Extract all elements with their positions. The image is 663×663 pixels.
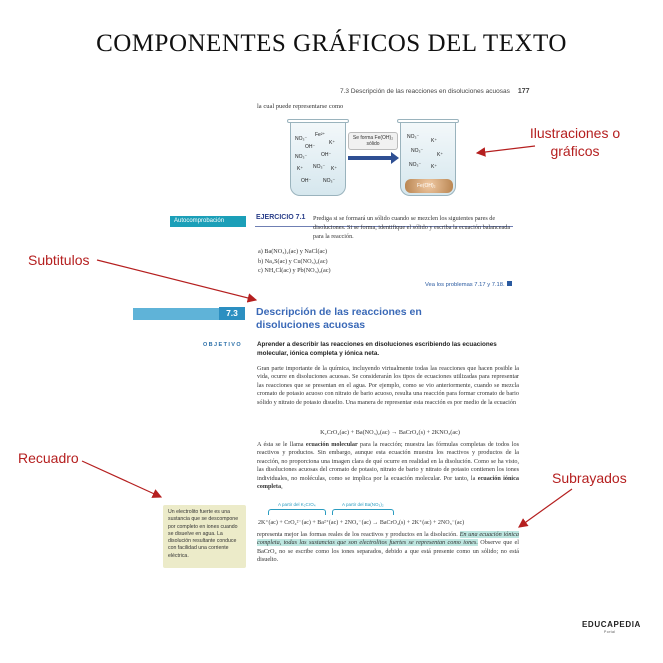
ion-label: NO₃⁻ xyxy=(409,162,422,168)
ion-label: NO₃⁻ xyxy=(295,136,308,142)
arrow-right-icon xyxy=(348,156,392,160)
ion-label: K⁺ xyxy=(431,164,437,170)
annotation-recuadro: Recuadro xyxy=(18,450,79,466)
beakers-illustration xyxy=(288,118,458,200)
text-run: A ésta se le llama xyxy=(257,441,306,448)
autocomprobacion-badge: Autocomprobación xyxy=(170,216,246,227)
ion-label: NO₃⁻ xyxy=(295,154,308,160)
educapedia-logo: EDUCAPEDIA xyxy=(582,620,641,629)
molecular-equation: K₂CrO₄(ac) + Ba(NO₃)₂(ac) → BaCrO₄(s) + 2KNO₃(ac) xyxy=(320,429,460,436)
highlighted-text: En una ecuación iónica completa, todas las sustancias que son electrolitos fuertes se representan como iones. xyxy=(257,531,519,547)
text-run: Observe que el BaCrO₄ no se escribe como los iones separados, debido a que está presente como un sólido; no está disuelto. xyxy=(257,539,519,564)
brace-label: A partir del K₂CrO₄ xyxy=(278,502,316,507)
ion-label: Fe²⁺ xyxy=(315,132,326,138)
see-problems-text: Vea los problemas 7.17 y 7.18. xyxy=(425,282,505,288)
section-subtitle: Descripción de las reacciones en disoluciones acuosas xyxy=(256,306,422,331)
page-title: COMPONENTES GRÁFICOS DEL TEXTO xyxy=(96,30,567,57)
ion-label: OH⁻ xyxy=(321,152,332,158)
body-paragraph-1: Gran parte importante de la química, incluyendo virtualmente todas las reacciones que hacen posible la vida, ocurre en disoluciones acuosas. Se considerarán los tipos de ecuaciones utilizadas para representar las reacciones que se presentan en el agua. Por ejemplo, como se vio anteriormente, cuando se mezcla cromato de potasio acuoso con nitrato de bario acuoso, resulta una reacción para formar cromato de bario sólido y nitrato de potasio disuelto. Una manera de representar esta reacción es por medio de la ecuación xyxy=(257,365,519,406)
exercise-item: c) NH₄Cl(ac) y Pb(NO₃)₂(ac) xyxy=(258,267,331,274)
reaction-arrow xyxy=(348,132,398,160)
arrow-to-highlight xyxy=(519,489,572,527)
margin-box: Un electrolito fuerte es una sustancia que se descompone por completo en iones cuando se disuelve en agua. La disolución resultante conduce con facilidad una corriente eléctrica. xyxy=(163,505,246,568)
book-header-text: 7.3 Descripción de las reacciones en disoluciones acuosas xyxy=(340,88,510,95)
bold-term: ecuación iónica completa xyxy=(257,474,519,491)
ion-label: OH⁻ xyxy=(301,178,312,184)
brace-left xyxy=(268,509,326,515)
annotation-subrayados: Subrayados xyxy=(552,470,627,486)
ion-label: NO₃⁻ xyxy=(411,148,424,154)
intro-text: la cual puede representarse como xyxy=(257,103,344,110)
text-run: , xyxy=(281,483,283,491)
ion-label: OH⁻ xyxy=(305,144,316,150)
brace-label: A partir del Ba(NO₃)₂ xyxy=(342,502,384,507)
exercise-text: Prediga si se formará un sólido cuando se mezclen los siguientes pares de disoluciones. Si se forma, identifique el sólido y escriba la ecuación balanceada para la reacción. xyxy=(313,215,511,240)
ion-label: K⁺ xyxy=(331,166,337,172)
precipitate xyxy=(405,179,453,193)
ionic-equation: 2K⁺(ac) + CrO₄²⁻(ac) + Ba²⁺(ac) + 2NO₃⁻(ac) → BaCrO₄(s) + 2K⁺(ac) + 2NO₃⁻(ac) xyxy=(258,520,465,526)
annotation-subtitulos: Subtitulos xyxy=(28,252,90,268)
exercise-title: EJERCICIO 7.1 xyxy=(256,214,306,221)
annotation-ilustraciones: Ilustraciones o gráficos xyxy=(529,125,621,159)
square-icon xyxy=(507,281,512,286)
educapedia-tagline: Portal xyxy=(604,630,616,634)
exercise-items xyxy=(258,247,331,276)
ion-label: K⁺ xyxy=(297,166,303,172)
precipitate-label: Fe(OH)₂ xyxy=(417,183,436,189)
ion-label: K⁺ xyxy=(329,140,335,146)
text-run: para la reacción; muestra las fórmulas completas de todos los reactivos y productos. Sin embargo, aunque esta ecuación muestra los reactivos y productos de la reacción, no proporciona una imagen clara de qué ocurre en realidad en la disolución. Como se ha visto, las disoluciones acuosas del cromato de potasio, nitrato de bario y nitrato de potasio contienen los iones individuales, no moléculas, como se implica por la ecuación molecular. Por tanto, la xyxy=(257,441,519,482)
objetivo-text: Aprender a describir las reacciones en disoluciones escribiendo las ecuaciones molecular, iónica completa y iónica neta. xyxy=(257,341,497,357)
beaker-right xyxy=(400,122,456,196)
body-paragraph-3 xyxy=(257,531,519,565)
bold-term: ecuación molecular xyxy=(305,441,358,448)
beaker-left xyxy=(290,122,346,196)
book-page-number: 177 xyxy=(517,88,530,95)
arrow-label: Se forma Fe(OH)₂ sólido xyxy=(348,132,398,150)
ion-label: K⁺ xyxy=(431,138,437,144)
exercise-item: b) Na₂S(ac) y Cu(NO₃)₂(ac) xyxy=(258,257,328,265)
body-paragraph-2 xyxy=(257,441,519,491)
text-run: representa mejor las formas reales de los reactivos y productos en la disolución. xyxy=(257,531,460,538)
equation-braces xyxy=(268,504,418,516)
arrow-to-subtitle xyxy=(97,260,256,300)
objetivo-label: OBJETIVO xyxy=(203,342,243,348)
ion-label: NO₃⁻ xyxy=(313,164,326,170)
book-page-header xyxy=(340,88,530,95)
ion-label: K⁺ xyxy=(437,152,443,158)
brace-right xyxy=(332,509,394,515)
arrow-to-box xyxy=(82,461,161,497)
ion-label: NO₃⁻ xyxy=(407,134,420,140)
exercise-item: a) Ba(NO₃)₂(ac) y NaCl(ac) xyxy=(258,248,328,255)
section-number: 7.3 xyxy=(219,307,245,320)
see-problems-link[interactable] xyxy=(425,281,512,288)
ion-label: NO₃⁻ xyxy=(323,178,336,184)
